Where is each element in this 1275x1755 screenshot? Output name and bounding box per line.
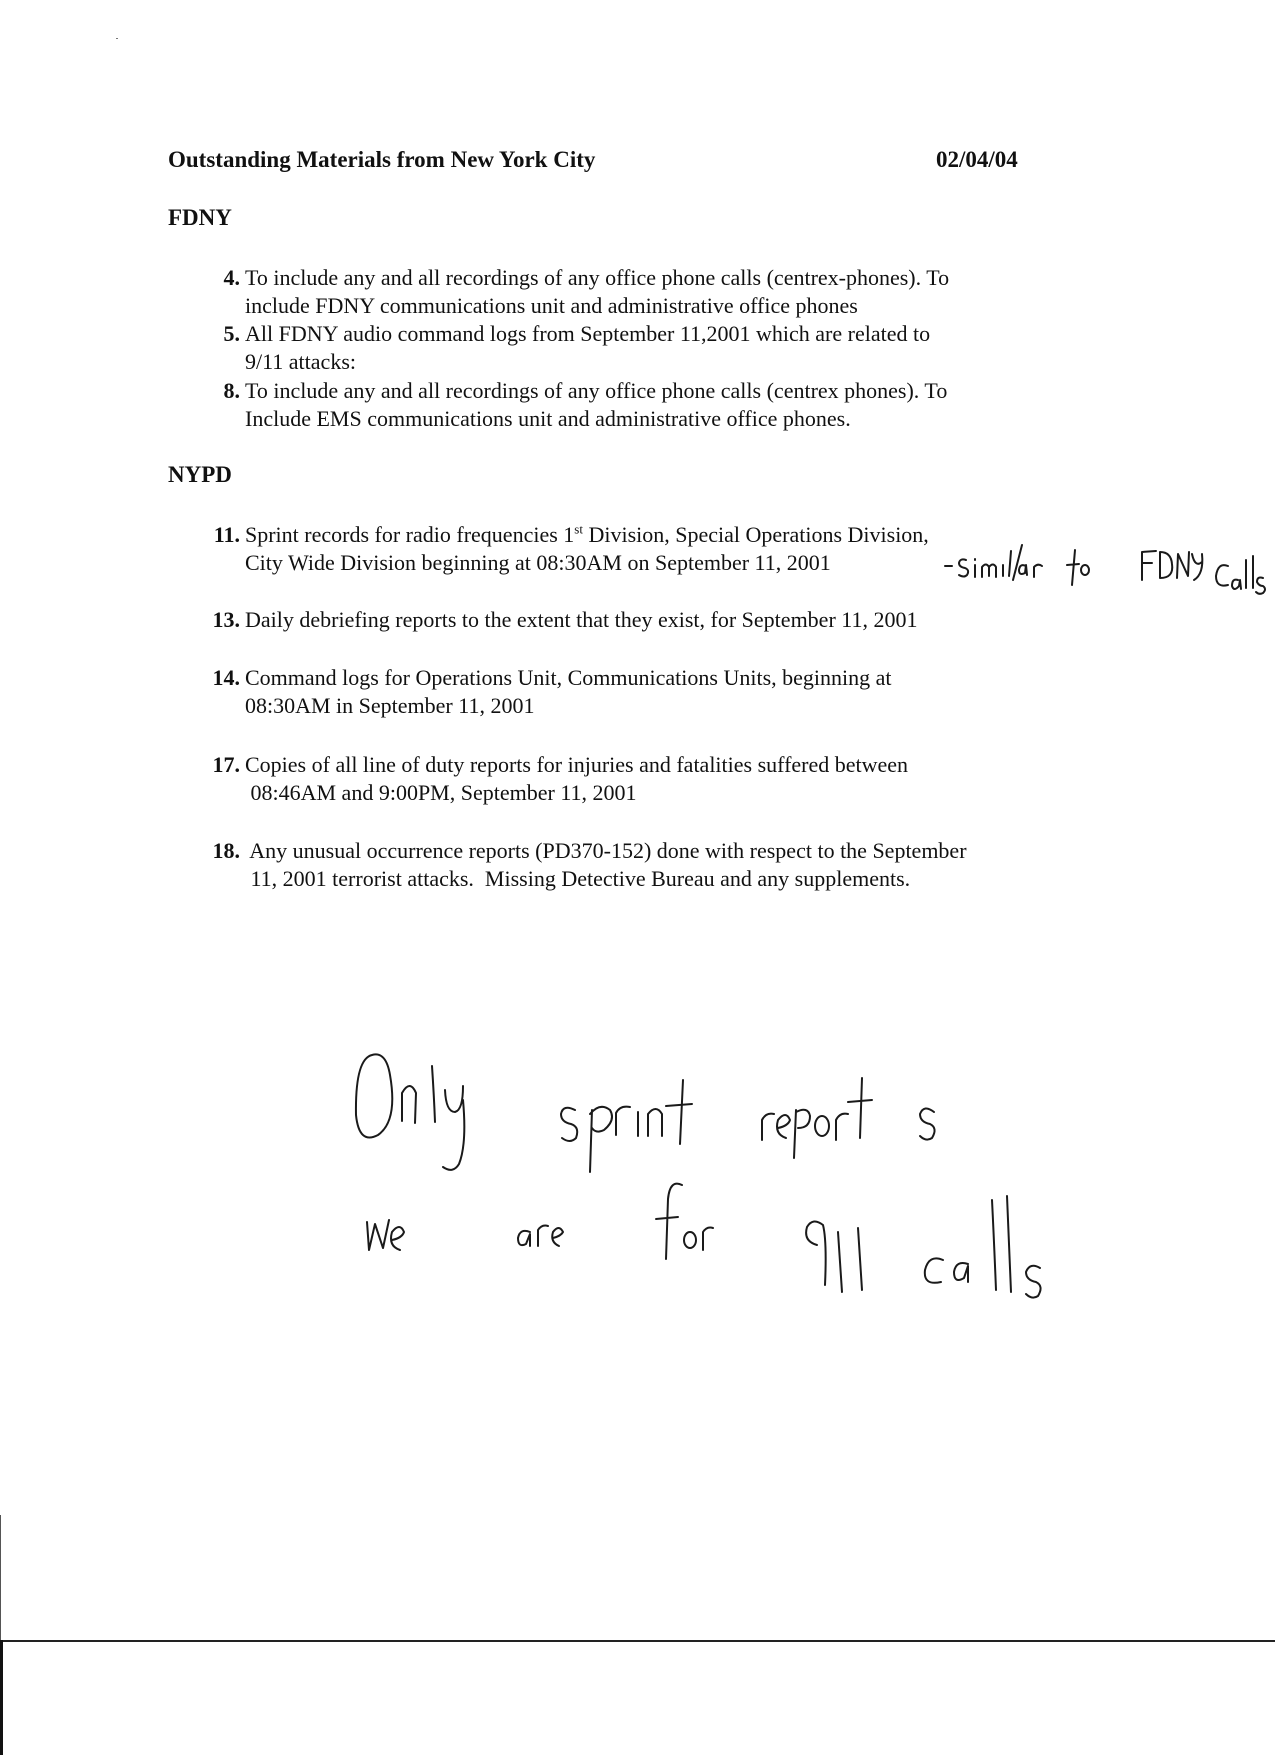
document-title: Outstanding Materials from New York City (168, 147, 596, 172)
list-item (200, 521, 1100, 577)
item-text (245, 521, 1100, 577)
item-line: include FDNY communications unit and administrative office phones (245, 293, 858, 318)
section-heading-fdny: FDNY (168, 205, 232, 230)
list-item (200, 264, 1100, 320)
item-number: 18. (212, 838, 240, 863)
item-text (245, 320, 1100, 376)
list-item (200, 751, 1100, 807)
list-item (200, 320, 1100, 376)
item-number: 13. (212, 607, 240, 632)
item-line-part: Sprint records for radio frequencies 1 (245, 522, 575, 547)
list-item (200, 837, 1100, 893)
scan-edge-mark (0, 1515, 1, 1640)
item-line: 08:46AM and 9:00PM, September 11, 2001 (245, 780, 637, 805)
item-line: 08:30AM in September 11, 2001 (245, 693, 535, 718)
item-line: Copies of all line of duty reports for injuries and fatalities suffered between (245, 752, 909, 777)
list-item (200, 606, 1100, 634)
item-line: City Wide Division beginning at 08:30AM on September 11, 2001 (245, 550, 831, 575)
item-line: Daily debriefing reports to the extent that they exist, for September 11, 2001 (245, 607, 918, 632)
list-item (200, 664, 1100, 720)
item-text (245, 837, 1100, 893)
ordinal-suffix: st (574, 521, 583, 537)
item-number: 14. (212, 665, 240, 690)
item-line: 9/11 attacks: (245, 349, 356, 374)
item-text (245, 751, 1100, 807)
item-text (245, 264, 1100, 320)
item-text (245, 377, 1100, 433)
scan-edge-mark (0, 1640, 3, 1755)
item-number: 11. (213, 522, 240, 547)
item-number: 17. (212, 752, 240, 777)
item-line: To include any and all recordings of any office phone calls (centrex phones). To (245, 378, 948, 403)
item-line: Any unusual occurrence reports (PD370-152) done with respect to the September (245, 838, 967, 863)
item-line: Command logs for Operations Unit, Communications Units, beginning at (245, 665, 892, 690)
item-text (245, 606, 1100, 634)
scan-border-line (0, 1640, 1275, 1642)
item-line: 11, 2001 terrorist attacks. Missing Detective Bureau and any supplements. (245, 866, 911, 891)
item-line-part: Division, Special Operations Division, (582, 522, 929, 547)
item-line: To include any and all recordings of any office phone calls (centrex-phones). To (245, 265, 950, 290)
item-text (245, 664, 1100, 720)
item-number: 4. (223, 265, 240, 290)
section-heading-nypd: NYPD (168, 462, 232, 487)
handwritten-bottom-note-line1 (356, 1054, 935, 1172)
item-number: 5. (223, 321, 240, 346)
list-item (200, 377, 1100, 433)
item-line: Include EMS communications unit and administrative office phones. (245, 406, 851, 431)
item-number: 8. (223, 378, 240, 403)
item-line (245, 521, 1100, 549)
document-date: 02/04/04 (936, 147, 1018, 172)
item-line: All FDNY audio command logs from September 11,2001 which are related to (245, 321, 931, 346)
handwritten-bottom-note-line2 (367, 1184, 1041, 1298)
scan-speck (116, 38, 118, 39)
